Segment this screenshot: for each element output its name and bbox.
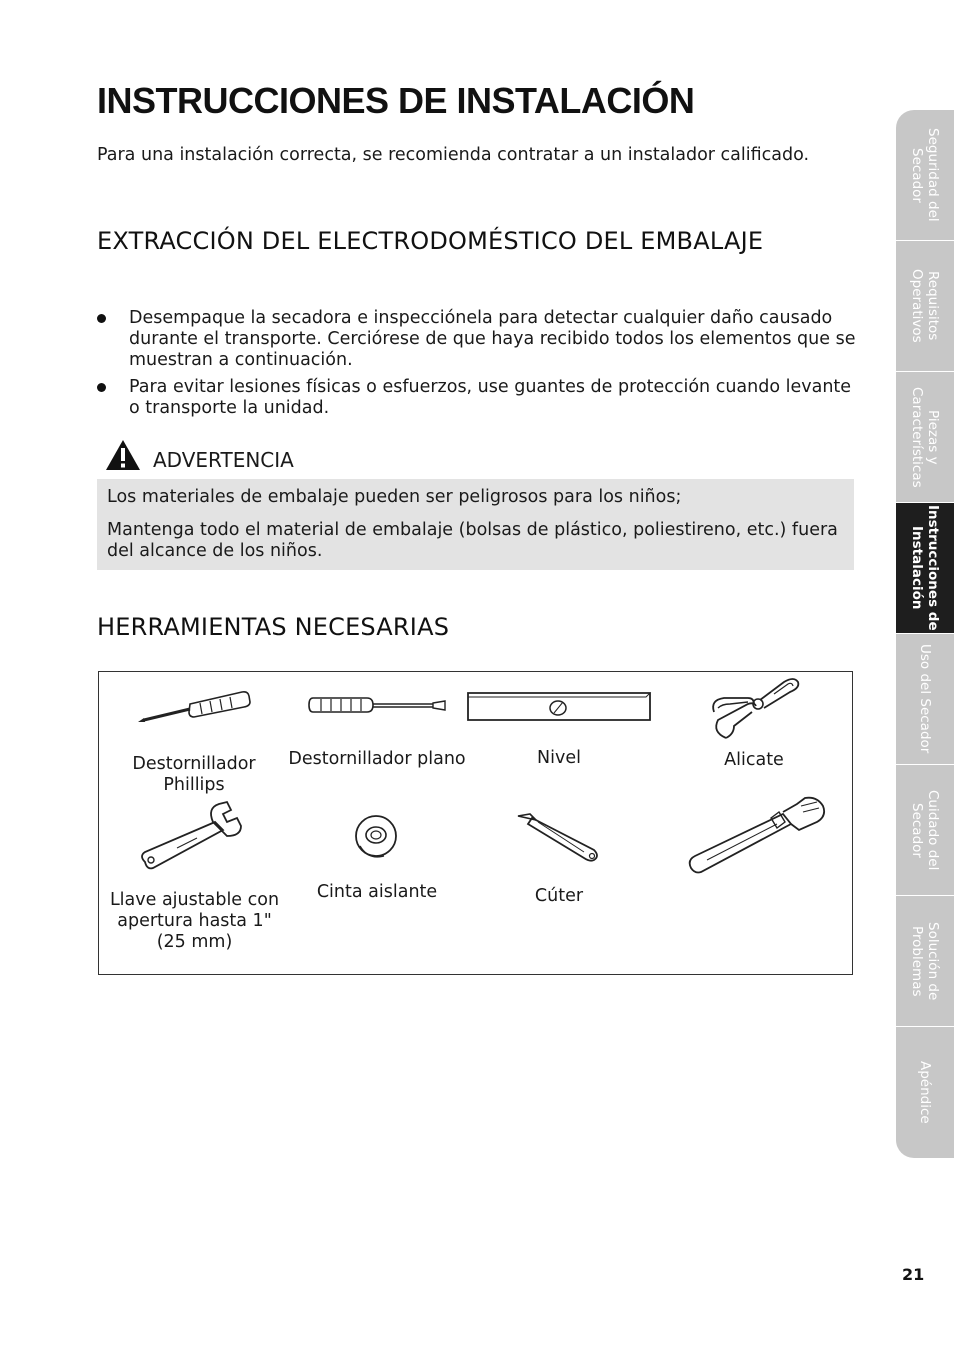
unpacking-heading: EXTRACCIÓN DEL ELECTRODOMÉSTICO DEL EMBALAJE <box>97 227 764 255</box>
tool-label: Cúter <box>534 886 584 906</box>
tab-uso-del-secador[interactable]: Uso del Secador <box>896 634 954 765</box>
intro-text: Para una instalación correcta, se recomienda contratar a un instalador calificado. <box>97 145 810 165</box>
tab-cuidado-del-secador[interactable]: Cuidado del Secador <box>896 765 954 896</box>
tab-apendice[interactable]: Apéndice <box>917 1061 933 1124</box>
pliers-icon <box>704 674 804 744</box>
tool-label: Cinta aislante <box>316 882 438 902</box>
level-icon <box>464 690 654 726</box>
tool-flat-screwdriver <box>287 690 467 770</box>
warning-triangle-icon <box>105 439 141 471</box>
tab-instrucciones-de-instalacion[interactable]: Instrucciones de Instalación <box>896 503 954 634</box>
page-number: 21 <box>902 1265 925 1284</box>
box-cutter-icon <box>514 810 604 864</box>
tool-label: Alicate <box>724 750 784 770</box>
warning-line: Los materiales de embalaje pueden ser peligrosos para los niños; <box>107 487 682 507</box>
side-tab-bar <box>896 110 954 1158</box>
warning-title: ADVERTENCIA <box>153 448 294 472</box>
tool-box-cutter <box>464 810 654 907</box>
unpacking-bullet-list <box>97 308 857 425</box>
tool-adjustable-wrench <box>102 800 287 953</box>
bullet-icon <box>97 383 106 392</box>
tool-label: Destornillador Phillips <box>132 754 256 795</box>
tool-phillips-screwdriver <box>104 684 284 796</box>
warning-box <box>97 479 854 570</box>
tools-heading: HERRAMIENTAS NECESARIAS <box>97 613 450 641</box>
tab-seguridad-del-secador[interactable]: Seguridad del Secador <box>896 110 954 241</box>
flat-screwdriver-icon <box>305 690 450 720</box>
phillips-screwdriver-icon <box>134 684 254 726</box>
tools-panel <box>98 671 853 975</box>
tab-solucion-de-problemas[interactable]: Solución de Problemas <box>896 896 954 1027</box>
tab-piezas-y-caracteristicas[interactable]: Piezas y Características <box>896 372 954 503</box>
tool-tape <box>287 812 467 903</box>
list-item: Para evitar lesiones físicas o esfuerzos, use guantes de protección cuando levante o transporte la unidad. <box>97 377 857 419</box>
page-title: INSTRUCCIONES DE INSTALACIÓN <box>97 80 695 121</box>
tool-label: Destornillador plano <box>288 749 466 769</box>
adjustable-wrench-icon <box>137 800 252 874</box>
warning-heading <box>105 438 294 472</box>
warning-line: Mantenga todo el material de embalaje (bolsas de plástico, poliestireno, etc.) fuera del alcance de los niños. <box>107 520 838 561</box>
tool-label: Nivel <box>537 748 581 768</box>
tool-pliers <box>659 674 849 771</box>
tool-level <box>464 690 654 769</box>
tape-roll-icon <box>352 812 402 862</box>
tab-requisitos-operativos[interactable]: Requisitos Operativos <box>896 241 954 372</box>
tool-pipe-wrench <box>684 796 834 876</box>
bullet-icon <box>97 314 106 323</box>
pipe-wrench-icon <box>687 796 832 876</box>
tool-label: Llave ajustable con apertura hasta 1" (25 mm) <box>109 890 280 952</box>
list-item: Desempaque la secadora e inspecciónela para detectar cualquier daño causado durante el transporte. Cerciórese de que haya recibido todos los elementos que se muestran a continuación. <box>97 308 857 371</box>
